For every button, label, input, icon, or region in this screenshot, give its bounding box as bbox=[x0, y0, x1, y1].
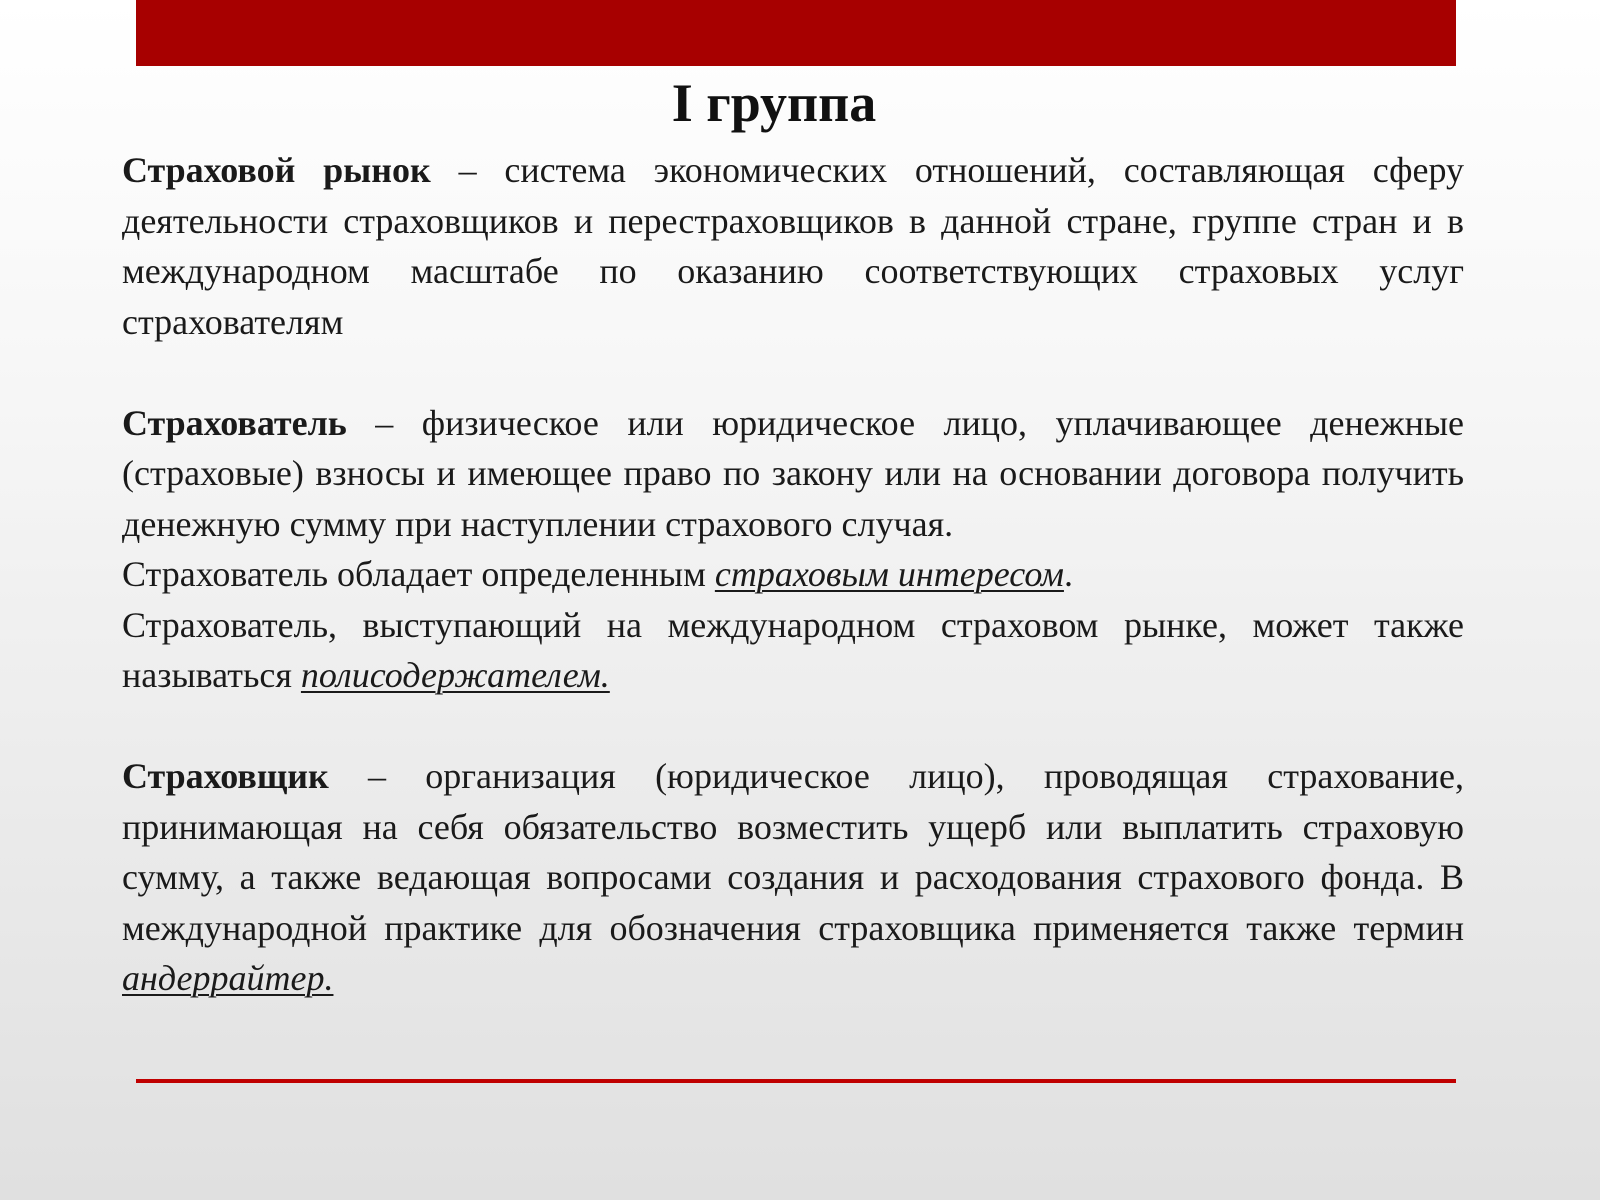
definition-text: – организация (юридическое лицо), проводящая страхование, принимающая на себя обязательство возместить ущерб или выплатить страховую сумму, а также ведающая вопросами создания и расходования страхового фонда. В международной практике для обозначения страховщика применяется также термин bbox=[122, 756, 1464, 948]
policyholder-interest-note bbox=[122, 549, 1464, 600]
term-policyholder: Страхователь bbox=[122, 402, 347, 443]
policyholder-international-note bbox=[122, 600, 1464, 701]
emphasized-term-underwriter: андеррайтер. bbox=[122, 958, 334, 998]
definition-text: – физическое или юридическое лицо, уплачивающее денежные (страховые) взносы и имеющее право по закону или на основании договора получить денежную сумму при наступлении страхового случая. bbox=[122, 402, 1464, 544]
term-insurer: Страховщик bbox=[122, 756, 329, 796]
slide-content bbox=[122, 145, 1464, 1004]
emphasized-term-insurable-interest: страховым интересом bbox=[714, 554, 1064, 594]
definition-insurance-market bbox=[122, 145, 1464, 347]
bottom-divider-line bbox=[136, 1079, 1456, 1083]
definition-text: – система экономических отношений, составляющая сферу деятельности страховщиков и перестраховщиков в данной стране, группе стран и в международном масштабе по оказанию соответствующих страховых услуг страхователям bbox=[122, 150, 1465, 342]
slide-title: I группа bbox=[671, 73, 877, 133]
definition-policyholder bbox=[122, 398, 1464, 550]
note-text: Страхователь обладает определенным bbox=[122, 554, 715, 594]
emphasized-term-policyholder: полисодержателем. bbox=[300, 655, 610, 695]
top-accent-bar bbox=[136, 0, 1456, 66]
definition-insurer bbox=[122, 751, 1464, 1004]
term-insurance-market: Страховой рынок bbox=[122, 150, 431, 190]
note-text: Страхователь, выступающий на международном страховом рынке, может также называться bbox=[122, 604, 1464, 695]
note-text: . bbox=[1063, 554, 1073, 594]
